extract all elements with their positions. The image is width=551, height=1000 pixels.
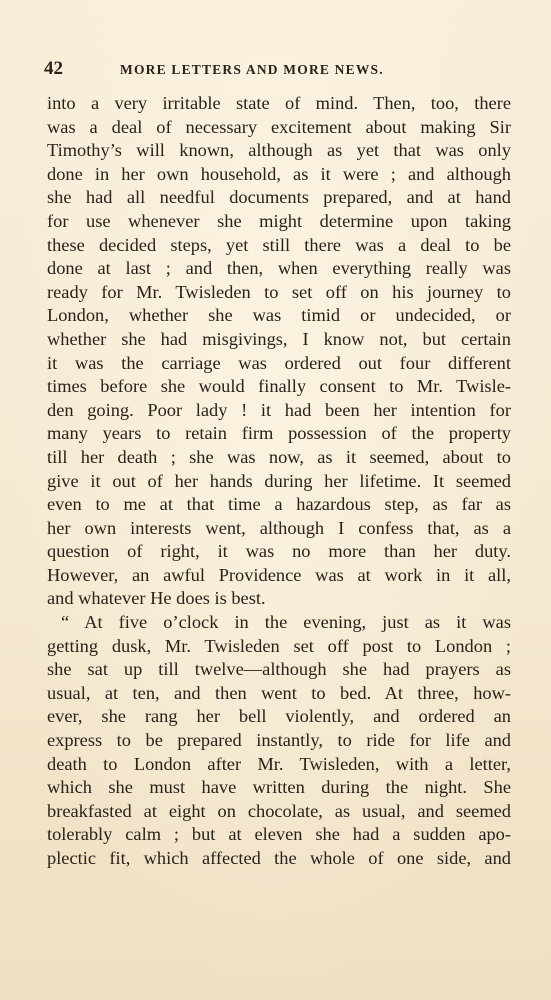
- text-line: done in her own household, as it were ; and although: [47, 163, 511, 184]
- text-line: question of right, it was no more than her duty.: [47, 541, 511, 562]
- text-line: breakfasted at eight on chocolate, as usual, and seemed: [47, 800, 511, 821]
- text-line: it was the carriage was ordered out four different: [47, 352, 511, 373]
- text-line: tolerably calm ; but at eleven she had a sudden apo-: [47, 824, 511, 845]
- text-line: plectic fit, which affected the whole of one side, and: [47, 848, 511, 868]
- text-line: even to me at that time a hazardous step, as far as: [47, 494, 511, 515]
- text-line: whether she had misgivings, I know not, but certain: [47, 328, 511, 349]
- page-number: 42: [44, 58, 63, 79]
- text-line: and whatever He does is best.: [47, 588, 266, 609]
- text-line: death to London after Mr. Twisleden, with a letter,: [47, 753, 511, 774]
- text-line: usual, at ten, and then went to bed. At three, how-: [47, 682, 511, 703]
- text-line: den going. Poor lady ! it had been her intention for: [47, 399, 511, 420]
- text-line: she had all needful documents prepared, and at hand: [47, 187, 511, 208]
- text-line: give it out of her hands during her lifetime. It seemed: [47, 470, 511, 491]
- text-line: her own interests went, although I confess that, as a: [47, 517, 511, 538]
- text-line: London, whether she was timid or undecided, or: [47, 305, 511, 326]
- text-line: into a very irritable state of mind. Then, too, there: [47, 93, 511, 113]
- text-line: for use whenever she might determine upon taking: [47, 210, 511, 231]
- text-line: getting dusk, Mr. Twisleden set off post to London ;: [47, 635, 511, 656]
- text-line: Timothy’s will known, although as yet that was only: [47, 140, 511, 161]
- text-line: was a deal of necessary excitement about making Sir: [47, 116, 511, 137]
- text-line: “ At five o’clock in the evening, just as it was: [61, 612, 511, 633]
- text-line: express to be prepared instantly, to ride for life and: [47, 730, 511, 751]
- running-head: MORE LETTERS AND MORE NEWS.: [120, 62, 384, 77]
- text-line: these decided steps, yet still there was a deal to be: [47, 234, 511, 255]
- text-line: many years to retain firm possession of the property: [47, 423, 511, 444]
- text-line: which she must have written during the night. She: [47, 777, 511, 798]
- text-line: ever, she rang her bell violently, and ordered an: [47, 706, 511, 727]
- text-line: till her death ; she was now, as it seemed, about to: [47, 446, 511, 467]
- text-line: she sat up till twelve—although she had prayers as: [47, 659, 511, 680]
- body-text: [47, 92, 511, 871]
- text-line: done at last ; and then, when everything really was: [47, 258, 511, 279]
- page-header: [44, 57, 514, 81]
- text-line: times before she would finally consent to Mr. Twisle-: [47, 376, 511, 397]
- text-line: ready for Mr. Twisleden to set off on his journey to: [47, 281, 511, 302]
- text-line: However, an awful Providence was at work in it all,: [47, 564, 511, 585]
